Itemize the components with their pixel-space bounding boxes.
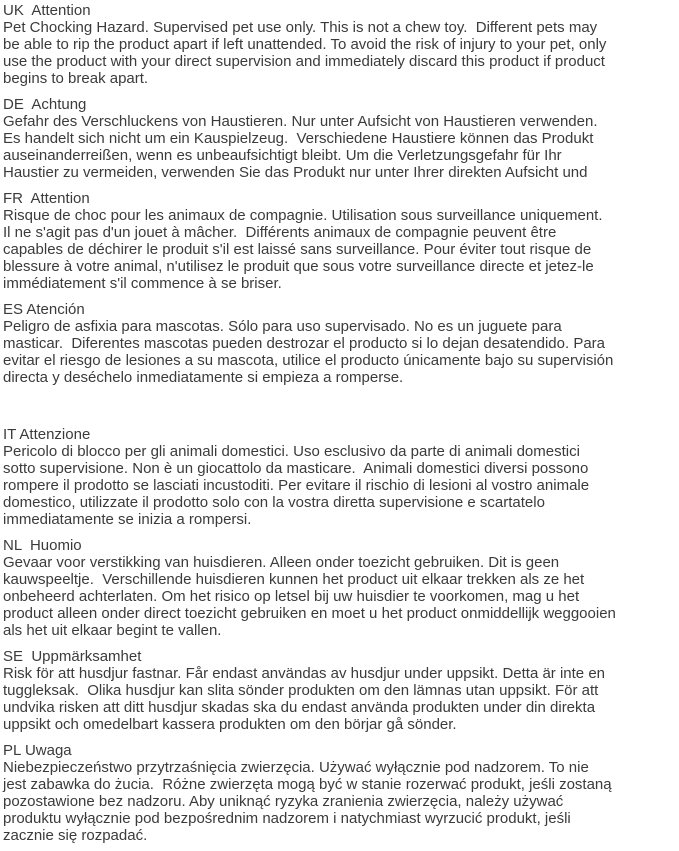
text-line: Pericolo di blocco per gli animali domestici. Uso esclusivo da parte di animali domestici [3,443,580,460]
section-heading: SE Uppmärksamhet [3,648,142,665]
section-heading: IT Attenzione [3,426,91,443]
warning-section-de [3,96,677,181]
text-line: use the product with your direct supervision and immediately discard this product if product [3,53,605,70]
text-line: Peligro de asfixia para mascotas. Sólo para uso supervisado. No es un juguete para [3,318,562,335]
text-line: Il ne s'agit pas d'un jouet à mâcher. Différents animaux de compagnie peuvent être [3,224,557,241]
text-line: begins to break apart. [3,70,149,87]
section-heading: PL Uwaga [3,742,72,759]
text-line: kauwspeeltje. Verschillende huisdieren kunnen het product uit elkaar trekken als ze het [3,571,585,588]
warning-section-pl [3,742,677,844]
text-line: Gefahr des Verschluckens von Haustieren. Nur unter Aufsicht von Haustieren verwenden. [3,113,598,130]
text-line: masticar. Diferentes mascotas pueden destrozar el producto si lo dejan desatendido. Para [3,335,606,352]
text-line: Niebezpieczeństwo przytrzaśnięcia zwierzęcia. Używać wyłącznie pod nadzorem. To nie [3,759,589,776]
text-line: tuggleksak. Olika husdjur kan slita sönder produkten om den lämnas utan uppsikt. För att [3,682,599,699]
text-line: product alleen onder direct toezicht gebruiken en moet u het product onmiddellijk weggooien [3,605,616,622]
section-heading: FR Attention [3,190,90,207]
text-line: immédiatement s'il commence à se briser. [3,275,282,292]
text-line: Risk för att husdjur fastnar. Får endast användas av husdjur under uppsikt. Detta är inte en [3,665,605,682]
warning-section-nl [3,537,677,639]
text-line: Gevaar voor verstikking van huisdieren. Alleen onder toezicht gebruiken. Dit is geen [3,554,560,571]
warning-section-it [3,426,677,528]
text-line: pozostawione bez nadzoru. Aby uniknąć ryzyka zranienia zwierzęcia, należy używać [3,793,564,810]
section-heading: UK Attention [3,2,91,19]
text-line: produktu wyłącznie pod bezpośrednim nadzorem i natychmiast wyrzucić produkt, jeśli [3,810,571,827]
text-line: directa y deséchelo inmediatamente si empieza a romperse. [3,369,404,386]
warning-section-es [3,301,677,386]
text-line: uppsikt och omedelbart kassera produkten om den börjar gå sönder. [3,716,457,733]
text-line: domestico, utilizzate il prodotto solo con la vostra diretta supervisione e scartatelo [3,494,545,511]
text-line: onbeheerd achterlaten. Om het risico op letsel bij uw huisdier te voorkomen, mag u het [3,588,580,605]
warning-section-fr [3,190,677,292]
text-line: immediatamente se inizia a rompersi. [3,511,252,528]
text-line: zacznie się rozpadać. [3,827,148,844]
text-line: be able to rip the product apart if left unattended. To avoid the risk of injury to your pet, only [3,36,607,53]
section-heading: DE Achtung [3,96,87,113]
text-line: auseinanderreißen, wenn es unbeaufsichtigt bleibt. Um die Verletzungsgefahr für Ihr [3,147,562,164]
text-line: jest zabawka do żucia. Różne zwierzęta mogą być w stanie rozerwać produkt, jeśli zostaną [3,776,612,793]
text-line: evitar el riesgo de lesiones a su mascota, utilice el producto únicamente bajo su supervisión [3,352,614,369]
section-heading: NL Huomio [3,537,82,554]
warning-section-uk [3,2,677,87]
text-line: rompere il prodotto se lasciati incustoditi. Per evitare il rischio di lesioni al vostro animale [3,477,590,494]
text-line: blessure à votre animal, n'utilisez le produit que sous votre surveillance directe et jetez-le [3,258,594,275]
text-line: Es handelt sich nicht um ein Kauspielzeug. Verschiedene Haustiere können das Produkt [3,130,594,147]
text-line: Pet Chocking Hazard. Supervised pet use only. This is not a chew toy. Different pets may [3,19,598,36]
text-line: Haustier zu vermeiden, verwenden Sie das Produkt nur unter Ihrer direkten Aufsicht und [3,164,588,181]
text-line: als het uit elkaar begint te vallen. [3,622,222,639]
section-heading: ES Atención [3,301,85,318]
text-line: undvika risken att ditt husdjur skadas ska du endast använda produkten under din direkta [3,699,596,716]
text-line: sotto supervisione. Non è un giocattolo da masticare. Animali domestici diversi possono [3,460,589,477]
text-line: Risque de choc pour les animaux de compagnie. Utilisation sous surveillance uniquement. [3,207,603,224]
warning-section-se [3,648,677,733]
text-line: capables de déchirer le produit s'il est laissé sans surveillance. Pour éviter tout risque de [3,241,592,258]
